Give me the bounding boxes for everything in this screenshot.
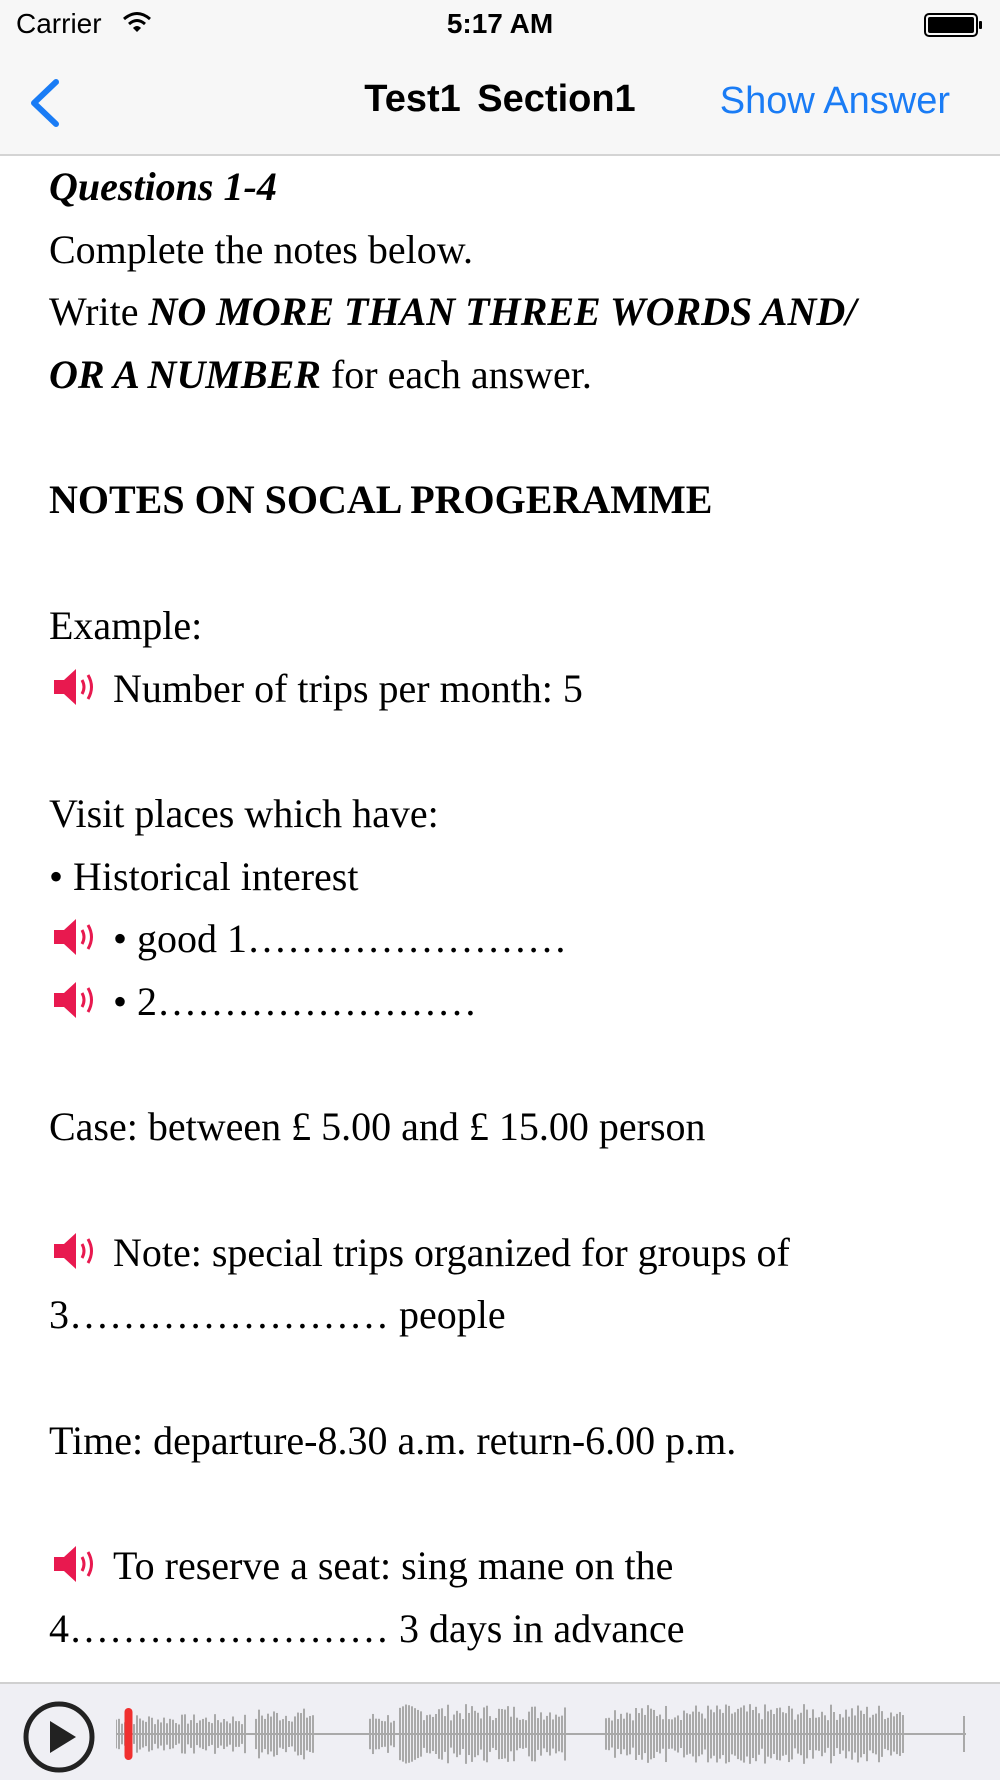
carrier-label: Carrier xyxy=(16,8,102,39)
battery-icon xyxy=(924,13,984,37)
play-icon[interactable] xyxy=(22,1700,96,1774)
time-text: Time: departure-8.30 a.m. return-6.00 p.m. xyxy=(49,1417,737,1463)
status-bar xyxy=(0,0,1000,50)
word-limit-text: NO MORE THAN THREE WORDS AND/ xyxy=(148,289,857,335)
navigation-bar xyxy=(0,50,1000,156)
instruction-text: Complete the notes below. xyxy=(49,226,473,272)
spacer xyxy=(49,407,949,470)
write-instruction-cont xyxy=(49,344,949,407)
example-label: Example: xyxy=(49,602,203,648)
question-2-text: • 2…………………… xyxy=(113,978,478,1024)
speaker-icon[interactable] xyxy=(49,916,101,958)
spacer xyxy=(49,1347,949,1410)
question-2-row xyxy=(49,971,949,1034)
audio-player xyxy=(0,1682,1000,1780)
speaker-icon[interactable] xyxy=(49,666,101,708)
example-row xyxy=(49,658,949,721)
spacer xyxy=(49,1034,949,1097)
page-title: Test1 Section1 xyxy=(364,78,636,120)
spacer xyxy=(49,1159,949,1222)
questions-heading: Questions 1-4 xyxy=(49,164,277,209)
visit-label: Visit places which have: xyxy=(49,790,439,836)
example-text: Number of trips per month: 5 xyxy=(113,665,583,711)
show-answer-button[interactable]: Show Answer xyxy=(719,80,950,122)
bullet-historical: • Historical interest xyxy=(49,853,359,899)
reserve-row xyxy=(49,1535,949,1598)
write-instruction xyxy=(49,281,949,344)
question-1-text: • good 1…………………… xyxy=(113,916,568,962)
notes-title: NOTES ON SOCAL PROGERAMME xyxy=(49,477,713,523)
write-suffix: for each answer. xyxy=(320,352,592,398)
question-1-row xyxy=(49,908,949,971)
speaker-icon[interactable] xyxy=(49,979,101,1021)
note-row xyxy=(49,1222,949,1285)
speaker-icon[interactable] xyxy=(49,1230,101,1272)
spacer xyxy=(49,720,949,783)
reserve-text: To reserve a seat: sing mane on the xyxy=(113,1543,674,1589)
spacer xyxy=(49,1472,949,1535)
question-3-text: 3…………………… people xyxy=(49,1292,506,1338)
speaker-icon[interactable] xyxy=(49,1543,101,1585)
note-text: Note: special trips organized for groups of xyxy=(113,1229,790,1275)
spacer xyxy=(49,532,949,595)
question-4-text: 4…………………… 3 days in advance xyxy=(49,1605,685,1651)
cost-text: Case: between £ 5.00 and £ 15.00 person xyxy=(49,1104,706,1150)
status-time: 5:17 AM xyxy=(446,8,554,39)
number-limit-text: OR A NUMBER xyxy=(49,352,321,398)
audio-waveform[interactable] xyxy=(116,1694,976,1774)
playhead-marker[interactable] xyxy=(125,1708,133,1760)
question-content xyxy=(49,156,949,1661)
write-prefix: Write xyxy=(49,289,149,335)
